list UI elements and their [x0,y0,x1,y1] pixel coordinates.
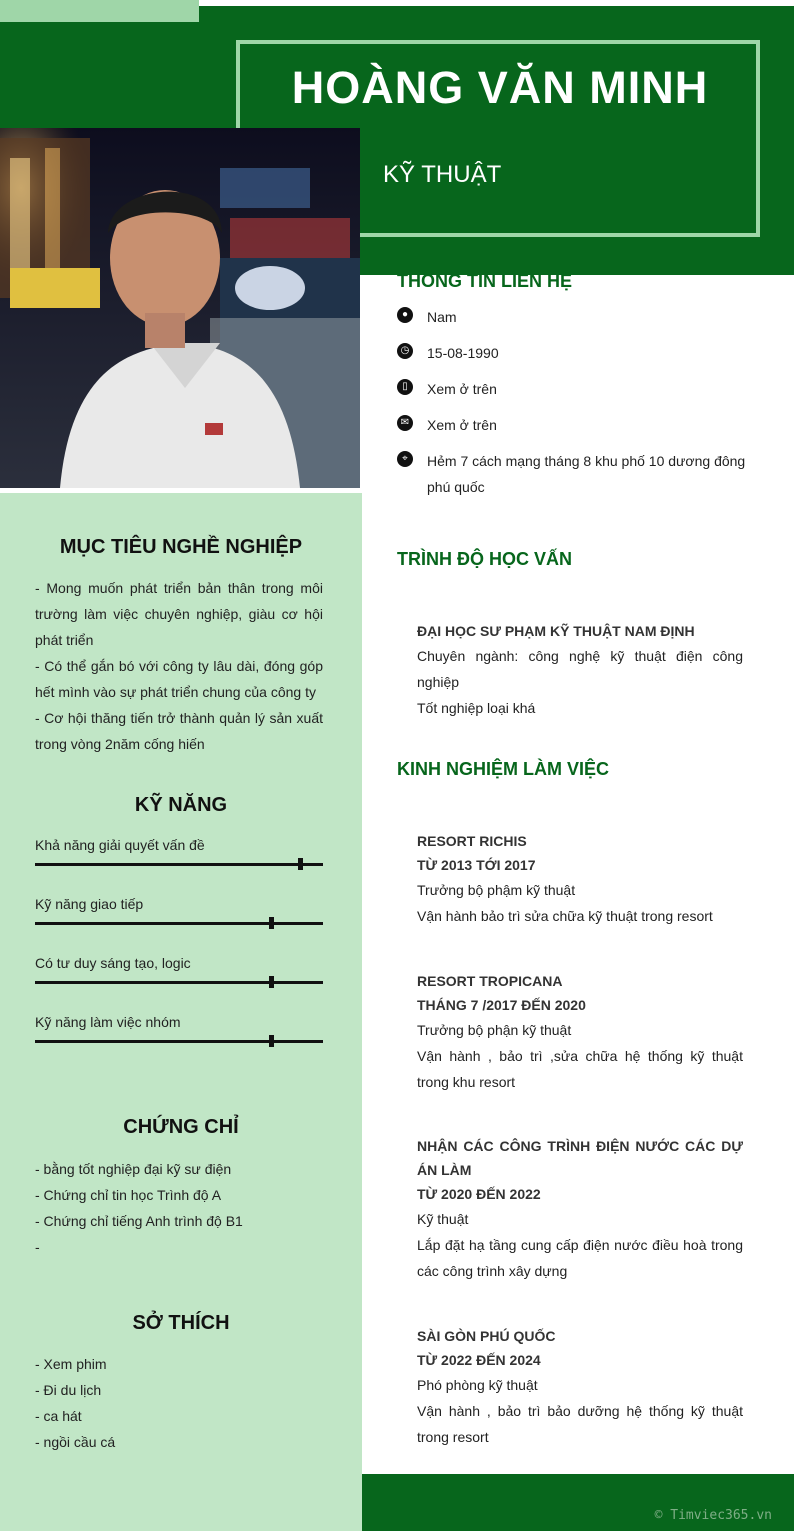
certificate-item: - [35,1239,40,1255]
job-entry [417,969,743,1095]
job-period: THÁNG 7 /2017 ĐẾN 2020 [417,997,586,1013]
skill-label: Có tư duy sáng tạo, logic [35,955,191,971]
skill-item [35,1014,323,1054]
skill-item [35,837,323,877]
skill-item [35,955,323,995]
skill-level-marker [298,858,303,870]
contact-value: Nam [427,309,457,325]
hobby-item: - Xem phim [35,1356,107,1372]
phone-icon: ▯ [397,379,413,395]
job-period: TỪ 2022 ĐẾN 2024 [417,1352,541,1368]
watermark: © Timviec365.vn [654,1508,772,1523]
contact-list [397,304,757,510]
mail-icon: ✉ [397,415,413,431]
skill-label: Kỹ năng làm việc nhóm [35,1014,181,1030]
skill-level-marker [269,1035,274,1047]
contact-email [397,412,757,438]
top-accent-bar [0,0,199,22]
candidate-name: HOÀNG VĂN MINH [291,62,709,113]
skill-track [35,1040,323,1043]
job-company: NHẬN CÁC CÔNG TRÌNH ĐIỆN NƯỚC CÁC DỰ ÁN LÀM [417,1138,743,1178]
profile-photo [0,128,360,488]
job-entry [417,829,743,929]
certificate-item: - Chứng chỉ tiếng Anh trình độ B1 [35,1213,243,1229]
certificates-heading: CHỨNG CHỈ [123,1116,239,1138]
location-icon: ⌖ [397,451,413,467]
objective-heading: MỤC TIÊU NGHỀ NGHIỆP [59,536,303,558]
job-role: Phó phòng kỹ thuật [417,1377,538,1393]
certificates-list [35,1156,323,1260]
contact-birthday [397,340,757,366]
skill-item [35,896,323,936]
hobby-item: - ca hát [35,1408,82,1424]
skill-level-marker [269,917,274,929]
contact-phone [397,376,757,402]
job-role: Trưởng bộ phận kỹ thuật [417,1022,572,1038]
contact-value: 15-08-1990 [427,345,499,361]
education-grade: Tốt nghiệp loại khá [417,700,536,716]
objective-text [35,575,323,757]
skill-label: Kỹ năng giao tiếp [35,896,144,912]
contact-value: Xem ở trên [427,417,497,433]
education-entry [417,619,743,721]
job-entry [417,1134,743,1284]
hobbies-heading: SỞ THÍCH [132,1312,230,1334]
skill-track [35,863,323,866]
job-role: Kỹ thuật [417,1211,469,1227]
user-icon: ● [397,307,413,323]
job-role: Trưởng bộ phậm kỹ thuật [417,882,576,898]
job-description: Lắp đặt hạ tầng cung cấp điện nước điều hoà trong các công trình xây dựng [417,1237,743,1279]
job-description: Vận hành bảo trì sửa chữa kỹ thuật trong resort [417,908,713,924]
skill-level-marker [269,976,274,988]
job-description: Vận hành , bảo trì ,sửa chữa hệ thống kỹ thuật trong khu resort [417,1048,743,1090]
certificate-item: - Chứng chỉ tin học Trình độ A [35,1187,222,1203]
contact-gender [397,304,757,330]
experience-heading: KINH NGHIỆM LÀM VIỆC [397,759,610,779]
contact-value: Hẻm 7 cách mạng tháng 8 khu phố 10 dương đông phú quốc [427,453,746,495]
contact-heading: THÔNG TIN LIÊN HỆ [397,271,572,291]
job-description: Vận hành , bảo trì bảo dưỡng hệ thống kỹ thuật trong resort [417,1403,743,1445]
candidate-title: KỸ THUẬT [383,161,502,188]
skill-track [35,981,323,984]
contact-address [397,448,757,500]
job-company: RESORT RICHIS [417,833,527,849]
objective-line: - Mong muốn phát triển bản thân trong môi trường làm việc chuyên nghiệp, giàu cơ hội phát triển [35,580,323,648]
school-name: ĐẠI HỌC SƯ PHẠM KỸ THUẬT NAM ĐỊNH [417,623,695,639]
education-major: Chuyên ngành: công nghệ kỹ thuật điện công nghiệp [417,648,743,690]
job-period: TỪ 2013 TỚI 2017 [417,857,536,873]
skill-label: Khả năng giải quyết vấn đề [35,837,205,853]
hobbies-list [35,1351,323,1455]
hobby-item: - ngồi cầu cá [35,1434,116,1450]
job-company: SÀI GÒN PHÚ QUỐC [417,1328,556,1344]
contact-value: Xem ở trên [427,381,497,397]
job-period: TỪ 2020 ĐẾN 2022 [417,1186,541,1202]
skills-heading: KỸ NĂNG [134,794,228,816]
job-entry [417,1324,743,1450]
objective-line: - Có thể gắn bó với công ty lâu dài, đóng góp hết mình vào sự phát triển chung của công ty [35,658,323,700]
clock-icon: ◷ [397,343,413,359]
objective-line: - Cơ hội thăng tiến trở thành quản lý sản xuất trong vòng 2năm cống hiến [35,710,323,752]
job-company: RESORT TROPICANA [417,973,563,989]
education-heading: TRÌNH ĐỘ HỌC VẤN [397,549,572,569]
certificate-item: - bằng tốt nghiệp đại kỹ sư điện [35,1161,232,1177]
hobby-item: - Đi du lịch [35,1382,102,1398]
skill-track [35,922,323,925]
profile-photo-illustration [0,128,360,488]
